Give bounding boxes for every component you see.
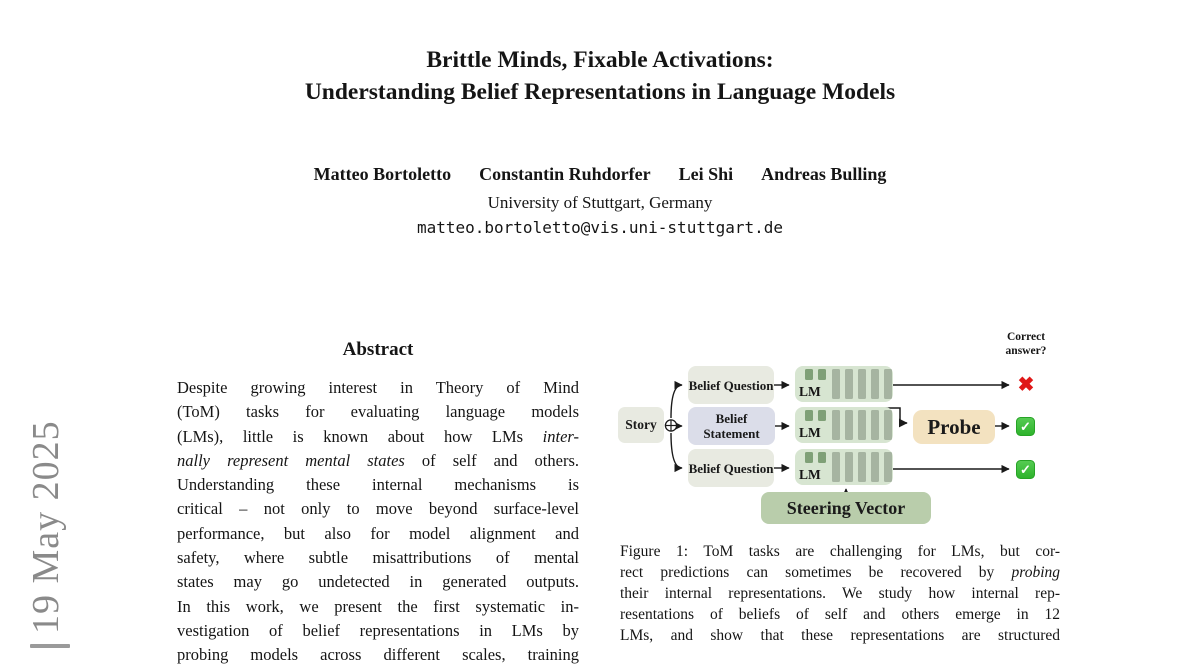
text-line: (LMs), little is known about how LMs inter-	[177, 426, 579, 446]
belief-statement-box: Belief Statement	[688, 407, 775, 445]
correct-answer-icon-probe: ✓	[1016, 417, 1035, 436]
title-line-1: Brittle Minds, Fixable Activations:	[426, 47, 774, 73]
abstract-text	[177, 376, 579, 668]
text-line: nally represent mental states of self and others.	[177, 450, 579, 470]
arxiv-margin-date: 19 May 2025	[25, 420, 67, 634]
arxiv-margin-clipped-text	[30, 644, 70, 648]
belief-question-box-top: Belief Question	[688, 366, 774, 404]
text-line: resentations of beliefs of self and others emerge in 12	[620, 606, 1060, 623]
lm-box-top	[795, 366, 893, 402]
text-line: their internal representations. We study how internal rep-	[620, 585, 1060, 602]
abstract-heading: Abstract	[342, 339, 414, 360]
author-4: Andreas Bulling	[761, 164, 887, 184]
page-title	[0, 44, 1200, 108]
text-line: probing models across different scales, training	[177, 645, 579, 665]
authors-row	[0, 164, 1200, 185]
affiliation: University of Stuttgart, Germany	[487, 193, 713, 212]
lm-box-middle	[795, 407, 893, 443]
text-line: rect predictions can sometimes be recovered by probing	[620, 564, 1060, 581]
correct-answer-icon-steered: ✓	[1016, 460, 1035, 479]
title-line-2: Understanding Belief Representations in Language Models	[304, 79, 896, 105]
steering-vector-box: Steering Vector	[761, 492, 931, 524]
probe-box: Probe	[913, 410, 995, 444]
lm-label: LM	[799, 467, 821, 482]
text-line: In this work, we present the first systematic in-	[177, 596, 579, 616]
text-line: safety, where subtle misattributions of mental	[177, 548, 579, 568]
story-box: Story	[618, 407, 664, 443]
correct-answer-label: Correct answer?	[1005, 331, 1047, 357]
text-line: Figure 1: ToM tasks are challenging for LMs, but cor-	[620, 543, 1060, 560]
author-1: Matteo Bortoletto	[313, 164, 452, 184]
author-3: Lei Shi	[678, 164, 734, 184]
lm-label: LM	[799, 425, 821, 440]
email-address: matteo.bortoletto@vis.uni-stuttgart.de	[416, 218, 784, 237]
wrong-answer-icon: ✖	[1017, 373, 1035, 396]
text-line: LMs, and show that these representations are structured	[620, 627, 1060, 644]
lm-box-bottom	[795, 449, 893, 485]
text-line: Understanding these internal mechanisms is	[177, 475, 579, 495]
text-line: critical – not only to move beyond surface-level	[177, 499, 579, 519]
text-line: performance, but also for model alignment and	[177, 523, 579, 543]
figure-1-diagram	[618, 330, 1180, 532]
belief-question-box-bottom: Belief Question	[688, 449, 774, 487]
author-2: Constantin Ruhdorfer	[479, 164, 651, 184]
text-line: states may go undetected in generated outputs.	[177, 572, 579, 592]
figure-1-caption	[620, 541, 1060, 646]
text-line: vestigation of belief representations in LMs by	[177, 620, 579, 640]
text-line: (ToM) tasks for evaluating language models	[177, 402, 579, 422]
lm-label: LM	[799, 384, 821, 399]
circle-plus-icon	[665, 420, 676, 431]
text-line: Despite growing interest in Theory of Mind	[177, 378, 579, 397]
